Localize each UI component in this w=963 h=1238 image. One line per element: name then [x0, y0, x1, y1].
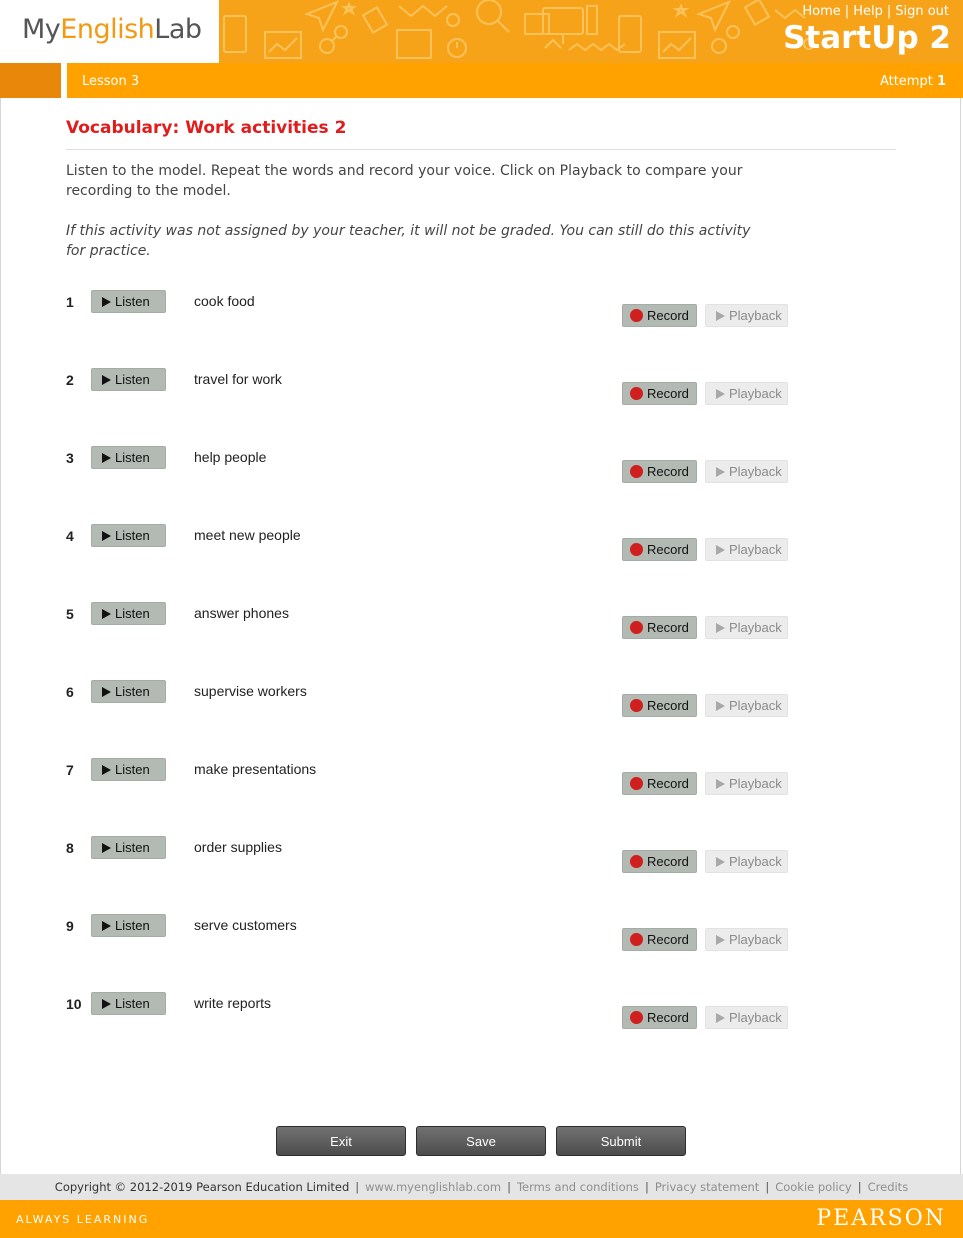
playback-button[interactable]	[705, 538, 788, 561]
playback-label: Playback	[729, 464, 782, 479]
save-button[interactable]: Save	[416, 1126, 546, 1156]
sign-out-link[interactable]: Sign out	[895, 4, 949, 19]
playback-button[interactable]	[705, 616, 788, 639]
lesson-bar	[0, 63, 963, 98]
record-label: Record	[647, 776, 689, 791]
item-phrase: travel for work	[194, 371, 282, 387]
attempt-label: Attempt	[879, 74, 933, 89]
item-number: 10	[66, 996, 82, 1012]
item-number: 3	[66, 450, 74, 466]
item-phrase: help people	[194, 449, 267, 465]
playback-label: Playback	[729, 854, 782, 869]
record-label: Record	[647, 386, 689, 401]
listen-label: Listen	[115, 528, 150, 543]
record-icon	[630, 699, 643, 712]
submit-button[interactable]: Submit	[556, 1126, 686, 1156]
cookie-policy-link[interactable]: Cookie policy	[775, 1180, 852, 1194]
product-title: StartUp 2	[783, 20, 951, 56]
playback-label: Playback	[729, 776, 782, 791]
playback-label: Playback	[729, 308, 782, 323]
record-button[interactable]	[622, 616, 697, 639]
myenglishlab-logo: MyEnglishLab	[22, 14, 202, 45]
play-icon	[716, 935, 725, 945]
listen-button[interactable]	[91, 992, 166, 1015]
record-label: Record	[647, 308, 689, 323]
record-icon	[630, 309, 643, 322]
item-phrase: answer phones	[194, 605, 289, 621]
record-label: Record	[647, 620, 689, 635]
item-phrase: order supplies	[194, 839, 282, 855]
home-link[interactable]: Home	[802, 4, 841, 19]
record-button[interactable]	[622, 772, 697, 795]
play-icon	[716, 467, 725, 477]
record-icon	[630, 933, 643, 946]
listen-label: Listen	[115, 840, 150, 855]
play-icon	[716, 1013, 725, 1023]
item-row	[0, 524, 963, 574]
record-icon	[630, 621, 643, 634]
listen-button[interactable]	[91, 680, 166, 703]
playback-label: Playback	[729, 386, 782, 401]
record-label: Record	[647, 698, 689, 713]
playback-button[interactable]	[705, 772, 788, 795]
help-link[interactable]: Help	[853, 4, 883, 19]
record-label: Record	[647, 854, 689, 869]
play-icon	[716, 779, 725, 789]
listen-button[interactable]	[91, 836, 166, 859]
item-row	[0, 680, 963, 730]
record-button[interactable]	[622, 460, 697, 483]
tagline: ALWAYS LEARNING	[16, 1213, 150, 1226]
item-phrase: write reports	[194, 995, 272, 1011]
item-phrase: supervise workers	[194, 683, 307, 699]
playback-button[interactable]	[705, 304, 788, 327]
item-number: 5	[66, 606, 74, 622]
playback-label: Playback	[729, 698, 782, 713]
item-number: 2	[66, 372, 74, 388]
item-row	[0, 914, 963, 964]
listen-label: Listen	[115, 606, 150, 621]
lesson-bar-tab	[0, 63, 61, 98]
lesson-title: Lesson 3	[82, 74, 140, 89]
item-number: 9	[66, 918, 74, 934]
footer-links	[0, 1174, 963, 1200]
terms-link[interactable]: Terms and conditions	[516, 1180, 639, 1194]
privacy-link[interactable]: Privacy statement	[654, 1180, 760, 1194]
listen-label: Listen	[115, 918, 150, 933]
attempt-indicator	[880, 74, 946, 89]
listen-button[interactable]	[91, 368, 166, 391]
item-number: 7	[66, 762, 74, 778]
title-divider	[66, 149, 896, 150]
playback-button[interactable]	[705, 928, 788, 951]
item-number: 1	[66, 294, 74, 310]
instructions-text: Listen to the model. Repeat the words and record your voice. Click on Playback to compare your recording to the model.	[66, 163, 743, 199]
record-button[interactable]	[622, 850, 697, 873]
item-row	[0, 290, 963, 340]
play-icon	[716, 545, 725, 555]
play-icon	[716, 623, 725, 633]
record-icon	[630, 465, 643, 478]
attempt-number: 1	[936, 74, 946, 89]
play-icon	[102, 297, 111, 307]
header	[0, 0, 963, 63]
listen-label: Listen	[115, 372, 150, 387]
listen-button[interactable]	[91, 290, 166, 313]
record-label: Record	[647, 542, 689, 557]
item-number: 4	[66, 528, 74, 544]
item-phrase: meet new people	[194, 527, 301, 543]
listen-button[interactable]	[91, 446, 166, 469]
item-row	[0, 992, 963, 1042]
separator: |	[765, 1180, 770, 1194]
item-row	[0, 368, 963, 418]
item-number: 8	[66, 840, 74, 856]
playback-label: Playback	[729, 620, 782, 635]
item-phrase: cook food	[194, 293, 255, 309]
play-icon	[102, 999, 111, 1009]
item-number: 6	[66, 684, 74, 700]
playback-button[interactable]	[705, 850, 788, 873]
grading-note: If this activity was not assigned by your teacher, it will not be graded. You can still do this activity for practice.	[66, 223, 751, 259]
playback-button[interactable]	[705, 1006, 788, 1029]
separator: |	[644, 1180, 649, 1194]
record-icon	[630, 387, 643, 400]
top-links	[802, 4, 949, 19]
play-icon	[102, 531, 111, 541]
separator: |	[507, 1180, 511, 1194]
listen-label: Listen	[115, 294, 150, 309]
item-phrase: serve customers	[194, 917, 297, 933]
playback-button[interactable]	[705, 382, 788, 405]
pearson-logo: PEARSON	[816, 1206, 946, 1231]
play-icon	[102, 609, 111, 619]
record-label: Record	[647, 1010, 689, 1025]
playback-label: Playback	[729, 542, 782, 557]
record-label: Record	[647, 464, 689, 479]
play-icon	[102, 765, 111, 775]
listen-label: Listen	[115, 762, 150, 777]
record-icon	[630, 855, 643, 868]
item-row	[0, 446, 963, 496]
play-icon	[102, 921, 111, 931]
listen-label: Listen	[115, 996, 150, 1011]
play-icon	[716, 701, 725, 711]
footer-bar	[0, 1200, 963, 1238]
record-button[interactable]	[622, 538, 697, 561]
record-icon	[630, 777, 643, 790]
header-banner	[219, 0, 963, 63]
record-icon	[630, 543, 643, 556]
listen-button[interactable]	[91, 758, 166, 781]
item-row	[0, 836, 963, 886]
listen-label: Listen	[115, 684, 150, 699]
listen-button[interactable]	[91, 524, 166, 547]
play-icon	[716, 311, 725, 321]
activity-title: Vocabulary: Work activities 2	[66, 118, 347, 138]
record-button[interactable]	[622, 928, 697, 951]
record-button[interactable]	[622, 304, 697, 327]
play-icon	[102, 843, 111, 853]
listen-button[interactable]	[91, 914, 166, 937]
record-button[interactable]	[622, 694, 697, 717]
separator: |	[355, 1180, 360, 1194]
play-icon	[102, 453, 111, 463]
website-link[interactable]: www.myenglishlab.com	[365, 1180, 502, 1194]
playback-button[interactable]	[705, 694, 788, 717]
item-phrase: make presentations	[194, 761, 317, 777]
playback-button[interactable]	[705, 460, 788, 483]
listen-button[interactable]	[91, 602, 166, 625]
item-row	[0, 758, 963, 808]
play-icon	[716, 389, 725, 399]
separator: |	[857, 1180, 862, 1194]
play-icon	[102, 687, 111, 697]
playback-label: Playback	[729, 932, 782, 947]
record-button[interactable]	[622, 382, 697, 405]
record-button[interactable]	[622, 1006, 697, 1029]
play-icon	[716, 857, 725, 867]
record-icon	[630, 1011, 643, 1024]
exit-button[interactable]: Exit	[276, 1126, 406, 1156]
playback-label: Playback	[729, 1010, 782, 1025]
play-icon	[102, 375, 111, 385]
item-row	[0, 602, 963, 652]
lesson-bar-divider	[61, 63, 67, 98]
listen-label: Listen	[115, 450, 150, 465]
record-label: Record	[647, 932, 689, 947]
credits-link[interactable]: Credits	[867, 1180, 909, 1194]
separator: |	[844, 4, 850, 19]
copyright-text: Copyright © 2012-2019 Pearson Education Limited	[54, 1180, 350, 1194]
separator: |	[886, 4, 892, 19]
